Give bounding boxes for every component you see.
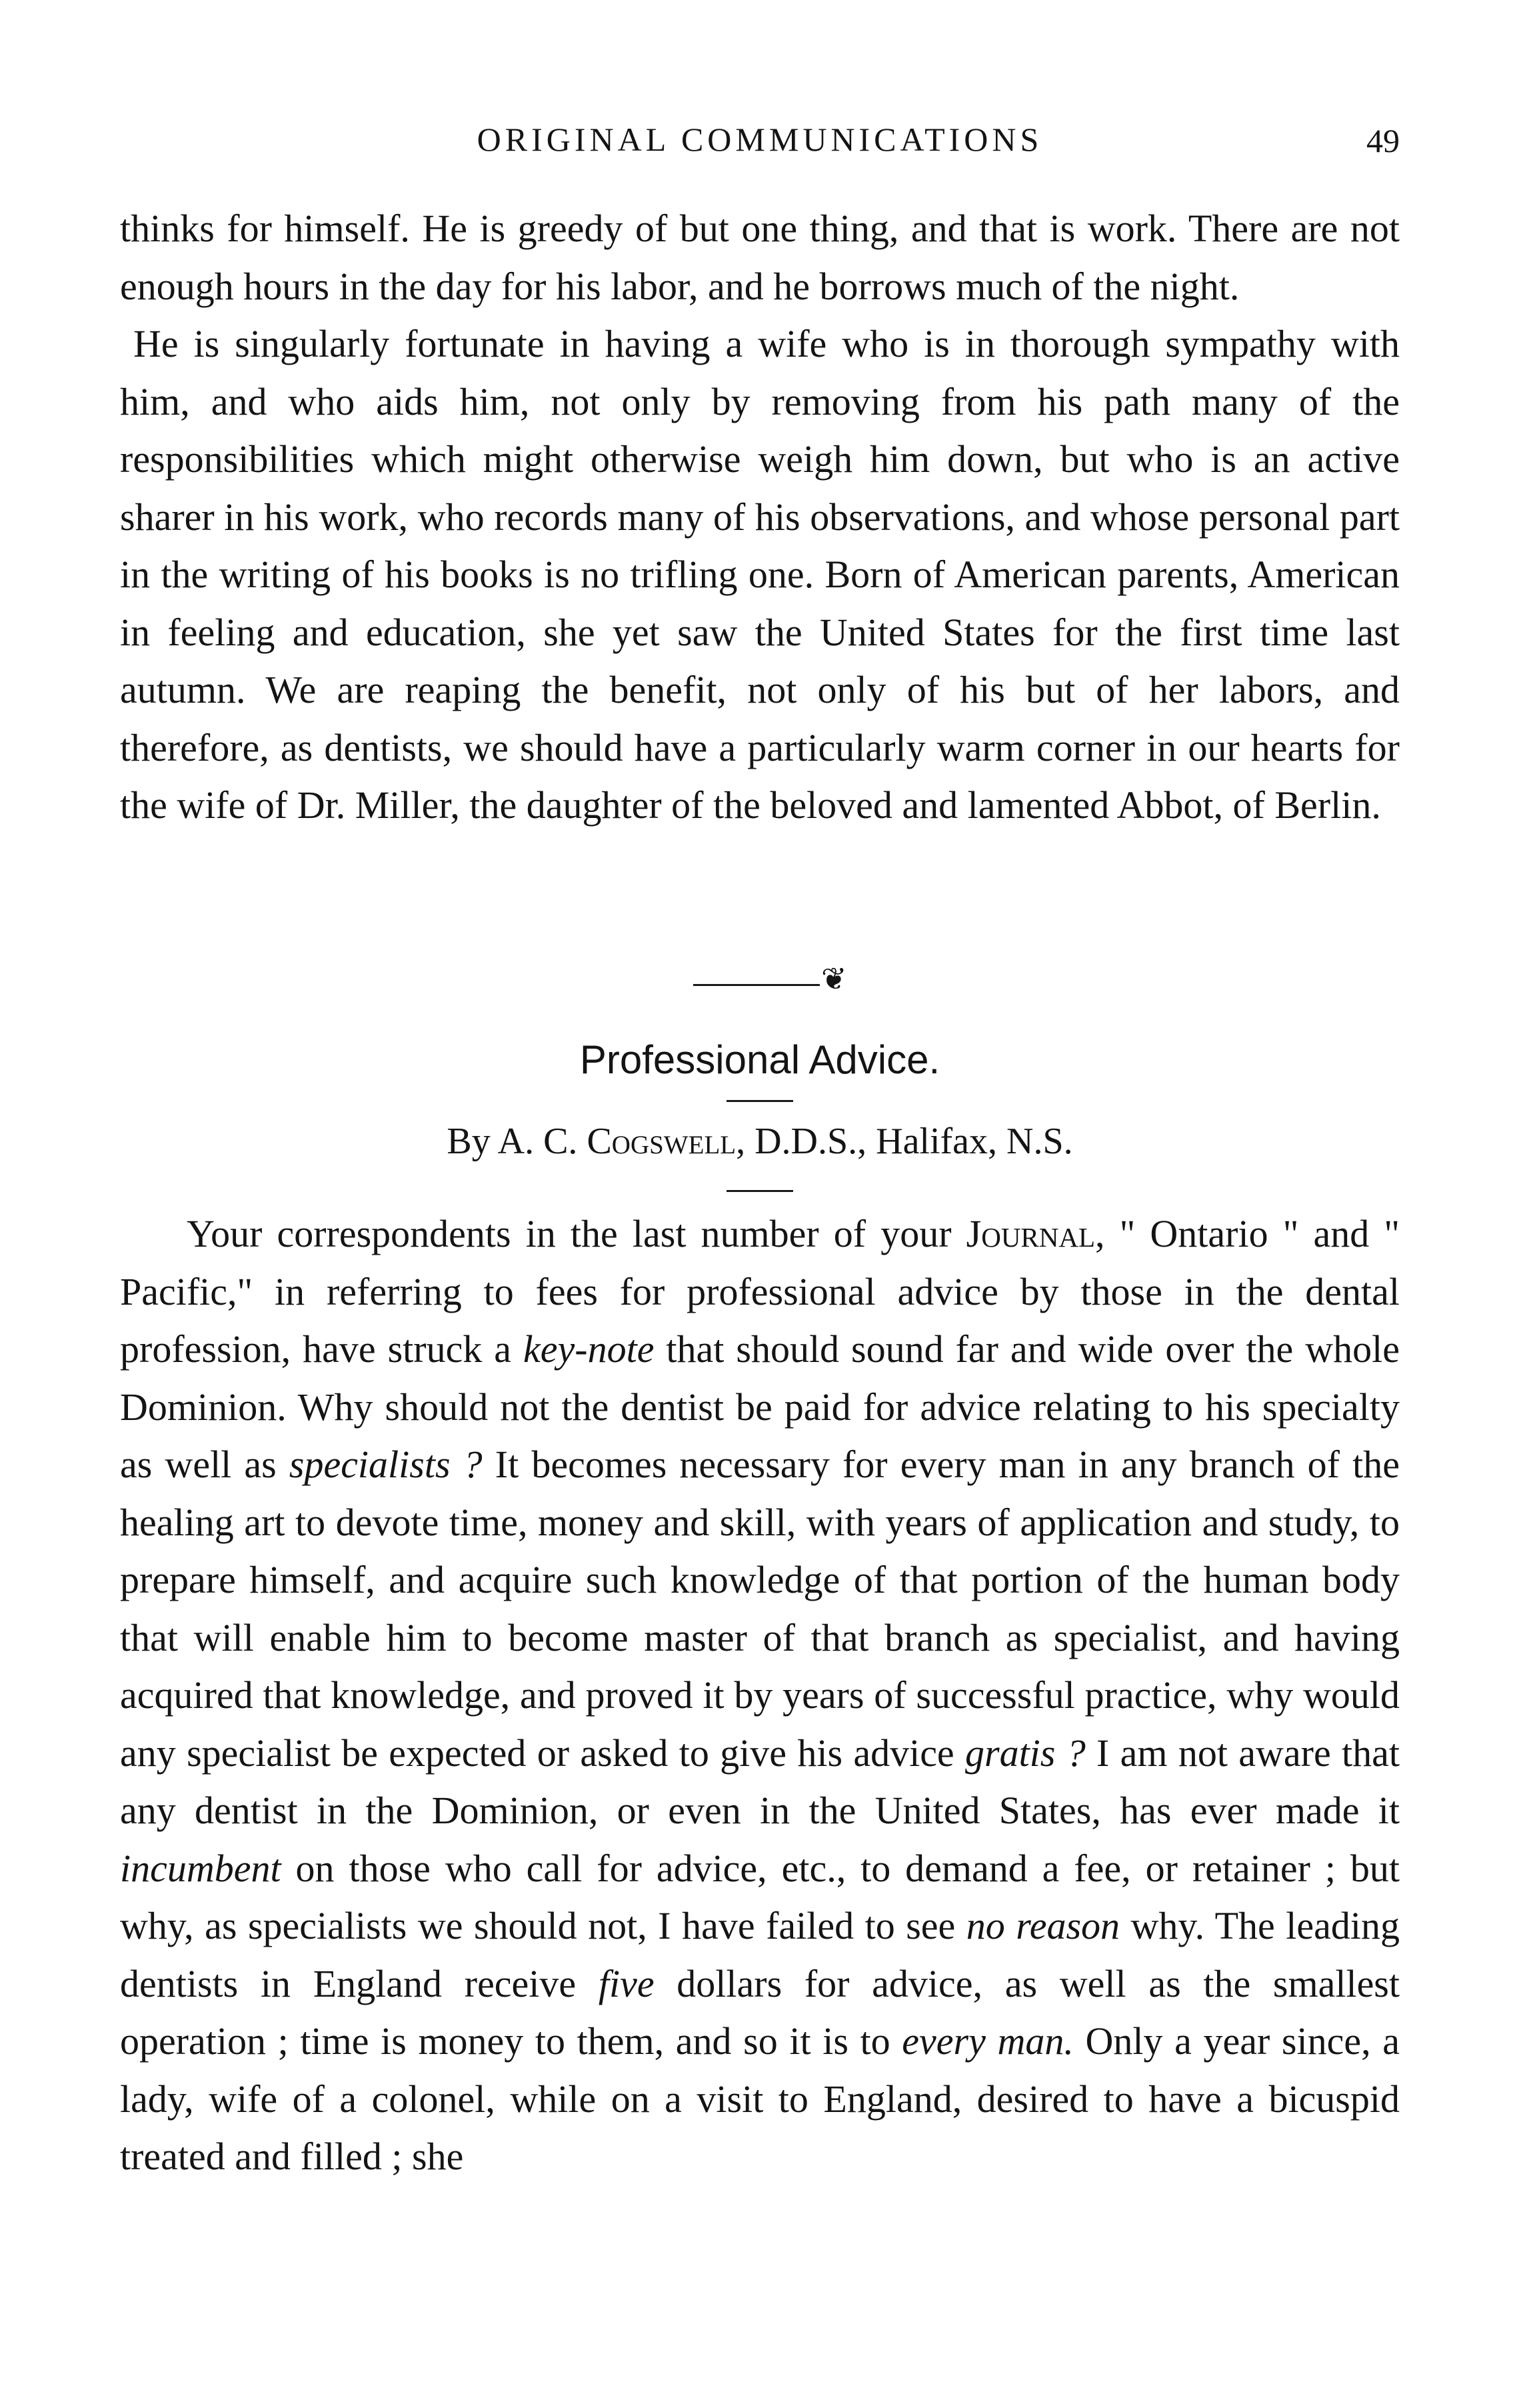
emphasis-every-man: every man. xyxy=(902,2019,1074,2063)
byline-author: Cogswell xyxy=(587,1121,737,1162)
text-run: , " Ontario " and " Pacific," in referring to fees for professional advice by those in the dental profession, have struck a xyxy=(120,1212,1400,1371)
leaf-ornament-icon: ❦ xyxy=(821,962,847,996)
section-ornament xyxy=(693,960,853,1000)
byline-prefix: By A. C. xyxy=(447,1121,578,1162)
text-run: that should sound far and wide over the whole Dominion. Why should not the dentist be paid for advice relating to his specialty as well as xyxy=(120,1327,1400,1486)
text-run: dollars for advice, as well as the smallest operation ; time is money to them, and so it is to xyxy=(120,1961,1400,2063)
page-number: 49 xyxy=(1366,122,1400,159)
paragraph-wife: He is singularly fortunate in having a wife who is in thorough sympathy with him, and who aids him, not only by removing from his path many of the responsibilities which might otherwise weigh him down, but who is an active sharer in his work, who records many of his observations, and whose personal part in the writing of his books is no trifling one. Born of American parents, American in feeling and education, she yet saw the United States for the first time last autumn. We are reaping the benefit, not only of his but of her labors, and therefore, as dentists, we should have a particularly warm corner in our hearts for the wife of Dr. Miller, the daughter of the beloved and lamented Abbot, of Berlin. xyxy=(120,322,1400,827)
journal-name: Journal xyxy=(966,1212,1096,1255)
text-run: It becomes necessary for every man in any branch of the healing art to devote time, money and skill, with years of application and study, to prepare himself, and acquire such knowledge of that portion of the human body that will enable him to become master of that branch as specialist, and having acquired that knowledge, and proved it by years of successful practice, why would any specialist be expected or asked to give his advice xyxy=(120,1443,1400,1775)
text-run: Your correspondents in the last number of your xyxy=(187,1212,966,1255)
emphasis-specialists: specialists ? xyxy=(289,1443,483,1486)
emphasis-five: five xyxy=(598,1961,655,2005)
byline-rule xyxy=(727,1190,793,1192)
title-rule xyxy=(727,1100,793,1102)
emphasis-gratis: gratis ? xyxy=(965,1731,1086,1775)
byline-suffix: , D.D.S., Halifax, N.S. xyxy=(736,1121,1073,1162)
continued-article xyxy=(120,200,1400,835)
running-head xyxy=(120,113,1400,167)
book-page xyxy=(120,0,1400,2408)
article-byline xyxy=(120,1120,1400,1163)
article-title: Professional Advice. xyxy=(579,1037,940,1082)
emphasis-incumbent: incumbent xyxy=(120,1846,281,1890)
text-run: I am not aware that any dentist in the Dominion, or even in the United States, has ever made it xyxy=(120,1731,1400,1832)
emphasis-no-reason: no reason xyxy=(966,1904,1120,1947)
paragraph-advice xyxy=(120,1205,1400,2186)
running-title: ORIGINAL COMMUNICATIONS xyxy=(477,121,1043,158)
article-body xyxy=(120,1205,1400,2186)
text-run: Only a year since, a lady, wife of a colonel, while on a visit to England, desired to have a bicuspid treated and filled ; she xyxy=(120,2019,1400,2178)
text-run: on those who call for advice, etc., to demand a fee, or retainer ; but why, as specialists we should not, I have failed to see xyxy=(120,1846,1400,1947)
text-run: why. The leading dentists in England receive xyxy=(120,1904,1400,2005)
ornament-rule xyxy=(693,984,820,986)
emphasis-keynote: key-note xyxy=(523,1327,655,1371)
paragraph-continued: thinks for himself. He is greedy of but one thing, and that is work. There are not enough hours in the day for his labor, and he borrows much of the night. xyxy=(120,207,1400,308)
